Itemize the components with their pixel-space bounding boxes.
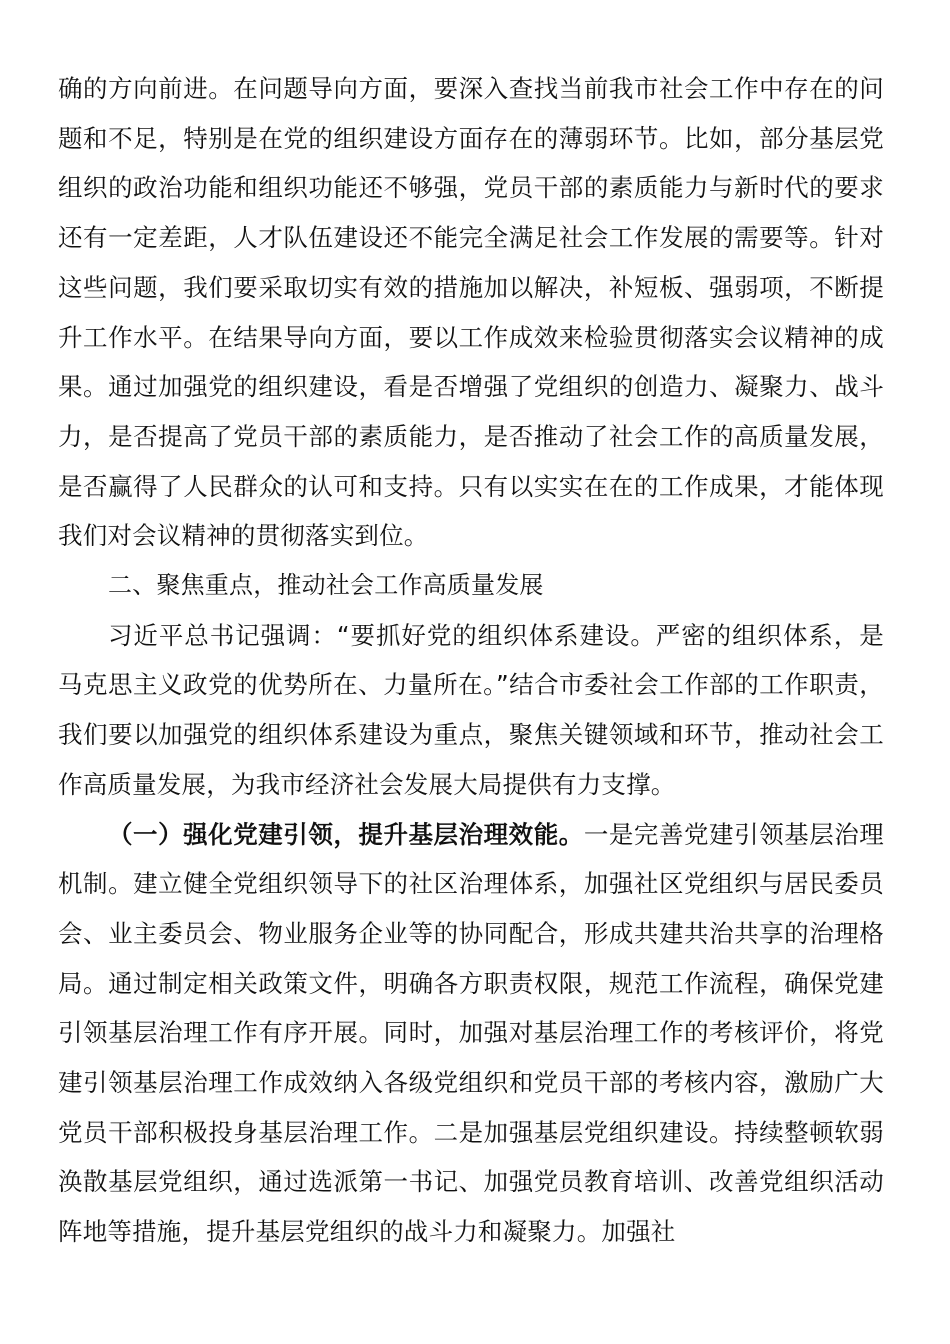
paragraph-quote: 习近平总书记强调：“要抓好党的组织体系建设。严密的组织体系，是马克思主义政党的优势所在、力量所在。”结合市委社会工作部的工作职责，我们要以加强党的组织体系建设为重点，聚焦关键领域和环节，推动社会工作高质量发展，为我市经济社会发展大局提供有力支撑。 xyxy=(58,620,884,799)
section-heading-2: 二、聚焦重点，推动社会工作高质量发展 xyxy=(108,571,544,600)
subsection-heading-1: （一）强化党建引领，提升基层治理效能。 xyxy=(108,819,584,849)
subsection-1-body: 一是完善党建引领基层治理机制。建立健全党组织领导下的社区治理体系，加强社区党组织与居民委员会、业主委员会、物业服务企业等的协同配合，形成共建共治共享的治理格局。通过制定相关政策文件，明确各方职责权限，规范工作流程，确保党建引领基层治理工作有序开展。同时，加强对基层治理工作的考核评价，将党建引领基层治理工作成效纳入各级党组织和党员干部的考核内容，激励广大党员干部积极投身基层治理工作。二是加强基层党组织建设。持续整顿软弱涣散基层党组织，通过选派第一书记、加强党员教育培训、改善党组织活动阵地等措施，提升基层党组织的战斗力和凝聚力。加强社 xyxy=(58,819,884,1247)
document-body xyxy=(58,64,884,1257)
paragraph-continuation: 确的方向前进。在问题导向方面，要深入查找当前我市社会工作中存在的问题和不足，特别是在党的组织建设方面存在的薄弱环节。比如，部分基层党组织的政治功能和组织功能还不够强，党员干部的素质能力与新时代的要求还有一定差距，人才队伍建设还不能完全满足社会工作发展的需要等。针对这些问题，我们要采取切实有效的措施加以解决，补短板、强弱项，不断提升工作水平。在结果导向方面，要以工作成效来检验贯彻落实会议精神的成果。通过加强党的组织建设，看是否增强了党组织的创造力、凝聚力、战斗力，是否提高了党员干部的素质能力，是否推动了社会工作的高质量发展，是否赢得了人民群众的认可和支持。只有以实实在在的工作成果，才能体现我们对会议精神的贯彻落实到位。 xyxy=(58,74,884,551)
paragraph-subsection-1 xyxy=(58,810,884,1257)
